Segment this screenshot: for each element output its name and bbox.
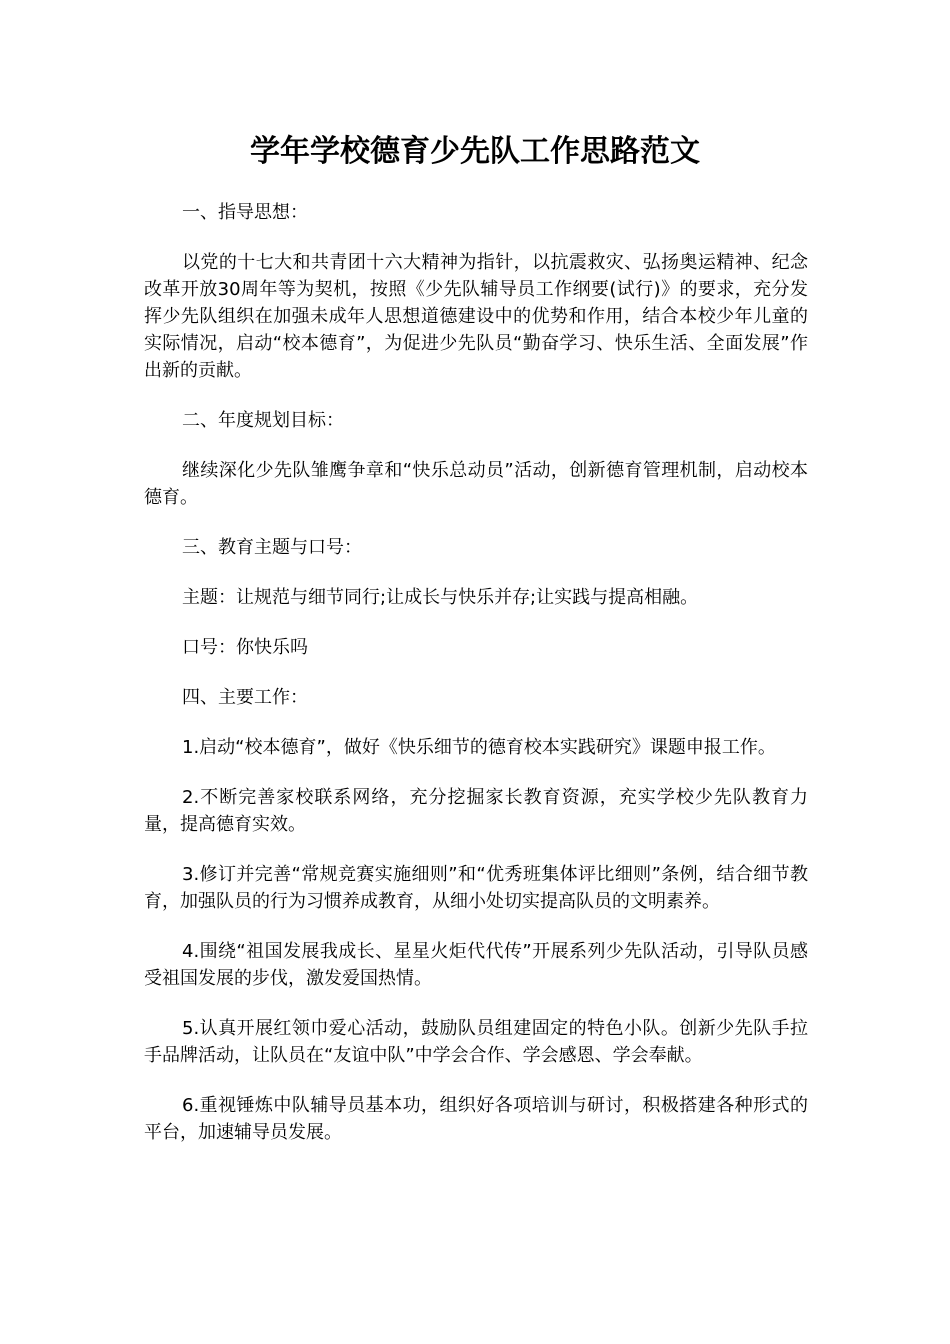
document-body (144, 199, 808, 1169)
work-item-3: 3.修订并完善“常规竞赛实施细则”和“优秀班集体评比细则”条例，结合细节教育，加强队员的行为习惯养成教育，从细小处切实提高队员的文明素养。 (144, 864, 808, 912)
paragraph-guiding-thought: 以党的十七大和共青团十六大精神为指针，以抗震救灾、弘扬奥运精神、纪念改革开放30周年等为契机，按照《少先队辅导员工作纲要(试行)》的要求，充分发挥少先队组织在加强未成年人思想道德建设中的优势和作用，结合本校少年儿童的实际情况，启动“校本德育”，为促进少先队员“勤奋学习、快乐生活、全面发展”作出新的贡献。 (144, 252, 808, 381)
work-item-5: 5.认真开展红领巾爱心活动，鼓励队员组建固定的特色小队。创新少先队手拉手品牌活动，让队员在“友谊中队”中学会合作、学会感恩、学会奉献。 (144, 1018, 808, 1066)
section-heading-guiding-thought: 一、指导思想： (182, 202, 308, 223)
work-item-2: 2.不断完善家校联系网络，充分挖掘家长教育资源，充实学校少先队教育力量，提高德育实效。 (144, 787, 808, 835)
section-heading-main-work: 四、主要工作： (182, 687, 308, 708)
paragraph-slogan: 口号：你快乐吗 (182, 637, 308, 658)
section-heading-annual-goals: 二、年度规划目标： (182, 410, 344, 431)
document-title: 学年学校德育少先队工作思路范文 (250, 134, 700, 169)
paragraph-annual-goals: 继续深化少先队雏鹰争章和“快乐总动员”活动，创新德育管理机制，启动校本德育。 (144, 460, 808, 508)
work-item-6: 6.重视锤炼中队辅导员基本功，组织好各项培训与研讨，积极搭建各种形式的平台，加速辅导员发展。 (144, 1095, 808, 1143)
work-item-1: 1.启动“校本德育”，做好《快乐细节的德育校本实践研究》课题申报工作。 (182, 737, 776, 758)
section-heading-theme-slogan: 三、教育主题与口号： (182, 537, 362, 558)
paragraph-theme: 主题：让规范与细节同行;让成长与快乐并存;让实践与提高相融。 (182, 587, 699, 608)
work-item-4: 4.围绕“祖国发展我成长、星星火炬代代传”开展系列少先队活动，引导队员感受祖国发展的步伐，激发爱国热情。 (144, 941, 808, 989)
